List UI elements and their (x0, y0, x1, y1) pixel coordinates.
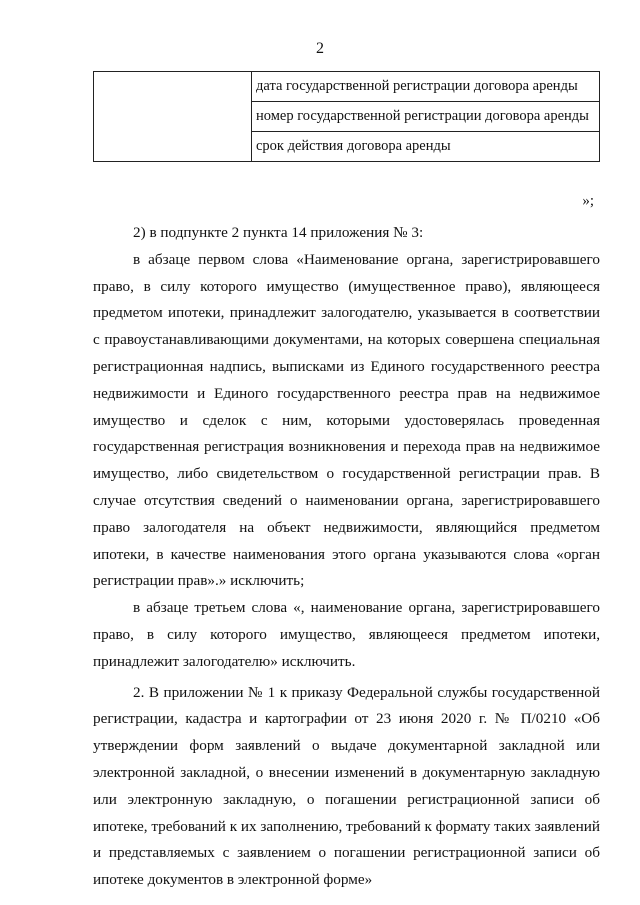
table-empty-cell (94, 72, 252, 162)
closing-quote-mark: »; (582, 193, 594, 209)
table-cell: дата государственной регистрации договора аренды (252, 72, 600, 102)
document-body (93, 220, 600, 894)
continuation-table (93, 71, 600, 162)
paragraph-first-abzats: в абзаце первом слова «Наименование органа, зарегистрировавшего право, в силу которого имущество (имущественное право), являющееся предметом ипотеки, принадлежит залогодателю, указывается в соответствии с правоустанавливающими документами, на которых совершена специальная регистрационная надпись, выписками из Единого государственного реестра недвижимости и Единого государственного реестра прав на недвижимое имущество и сделок с ним, которыми удостоверялась проведенная государственная регистрация возникновения и перехода прав на недвижимое имущество, либо свидетельством о государственной регистрации прав. В случае отсутствия сведений о наименовании органа, зарегистрировавшего право залогодателя на объект недвижимости, являющийся предметом ипотеки, в качестве наименования этого органа указываются слова «орган регистрации прав».» исключить; (93, 250, 600, 590)
table-row (94, 72, 600, 102)
paragraph-item-2: 2. В приложении № 1 к приказу Федеральной службы государственной регистрации, кадастра и картографии от 23 июня 2020 г. № П/0210 «Об утверждении форм заявлений о выдаче документарной закладной или электронной закладной, о внесении изменений в документарную закладную или электронную закладную, о погашении регистрационной записи об ипотеке, требований к их заполнению, требований к формату таких заявлений и представляемых с заявлением о погашении регистрационной записи об ипотеке документов в электронной форме» (93, 683, 601, 889)
table-cell: срок действия договора аренды (252, 132, 600, 162)
page-number: 2 (316, 40, 324, 57)
paragraph-subitem-heading: 2) в подпункте 2 пункта 14 приложения № 3: (133, 224, 424, 241)
paragraph-third-abzats: в абзаце третьем слова «, наименование органа, зарегистрировавшего право, в силу которого имущество, являющееся предметом ипотеки, принадлежит залогодателю» исключить. (93, 599, 600, 670)
table-cell: номер государственной регистрации договора аренды (252, 102, 600, 132)
